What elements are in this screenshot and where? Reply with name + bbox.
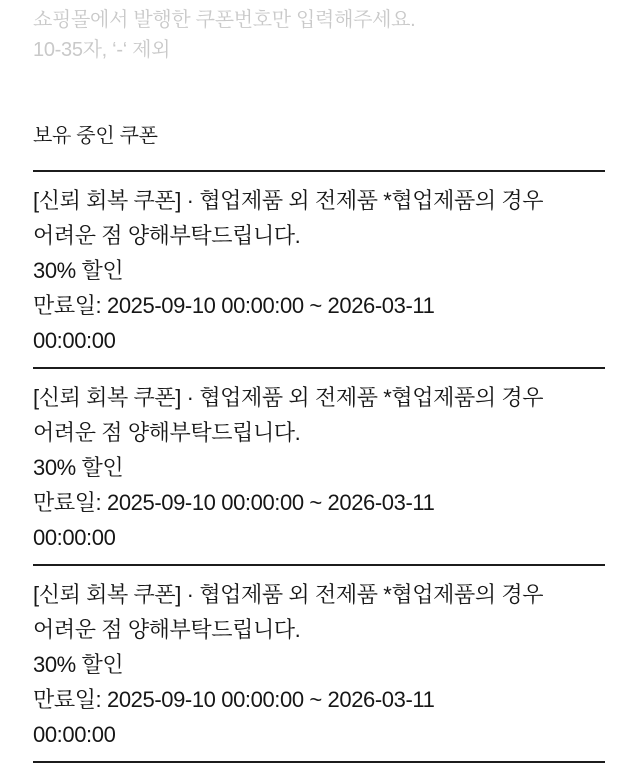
owned-coupons-section xyxy=(33,121,605,763)
coupon-title-line1: [신뢰 회복 쿠폰] · 협업제품 외 전제품 *협업제품의 경우 xyxy=(33,188,544,213)
coupon-item[interactable] xyxy=(33,172,605,369)
coupon-discount: 30% 할인 xyxy=(33,455,124,480)
coupon-title-line2: 어려운 점 양해부탁드립니다. xyxy=(33,617,301,642)
coupon-number-hint xyxy=(33,0,605,65)
coupon-number-hint-line2: 10-35자, ‘-‘ 제외 xyxy=(33,39,171,61)
coupon-title-line1: [신뢰 회복 쿠폰] · 협업제품 외 전제품 *협업제품의 경우 xyxy=(33,582,544,607)
coupon-title-line1: [신뢰 회복 쿠폰] · 협업제품 외 전제품 *협업제품의 경우 xyxy=(33,385,544,410)
coupon-expiry-line1: 만료일: 2025-09-10 00:00:00 ~ 2026-03-11 xyxy=(33,293,435,318)
coupon-expiry-line2: 00:00:00 xyxy=(33,722,116,747)
owned-coupons-title: 보유 중인 쿠폰 xyxy=(33,121,605,172)
coupon-expiry-line1: 만료일: 2025-09-10 00:00:00 ~ 2026-03-11 xyxy=(33,490,435,515)
coupon-title-line2: 어려운 점 양해부탁드립니다. xyxy=(33,223,301,248)
coupon-title-line2: 어려운 점 양해부탁드립니다. xyxy=(33,420,301,445)
coupon-list xyxy=(33,172,605,763)
coupon-expiry-line2: 00:00:00 xyxy=(33,525,116,550)
coupon-expiry-line2: 00:00:00 xyxy=(33,328,116,353)
coupon-item[interactable] xyxy=(33,566,605,763)
coupon-item[interactable] xyxy=(33,369,605,566)
coupon-expiry-line1: 만료일: 2025-09-10 00:00:00 ~ 2026-03-11 xyxy=(33,687,435,712)
coupon-discount: 30% 할인 xyxy=(33,652,124,677)
coupon-discount: 30% 할인 xyxy=(33,258,124,283)
coupon-number-hint-line1: 쇼핑몰에서 발행한 쿠폰번호만 입력해주세요. xyxy=(33,9,416,31)
